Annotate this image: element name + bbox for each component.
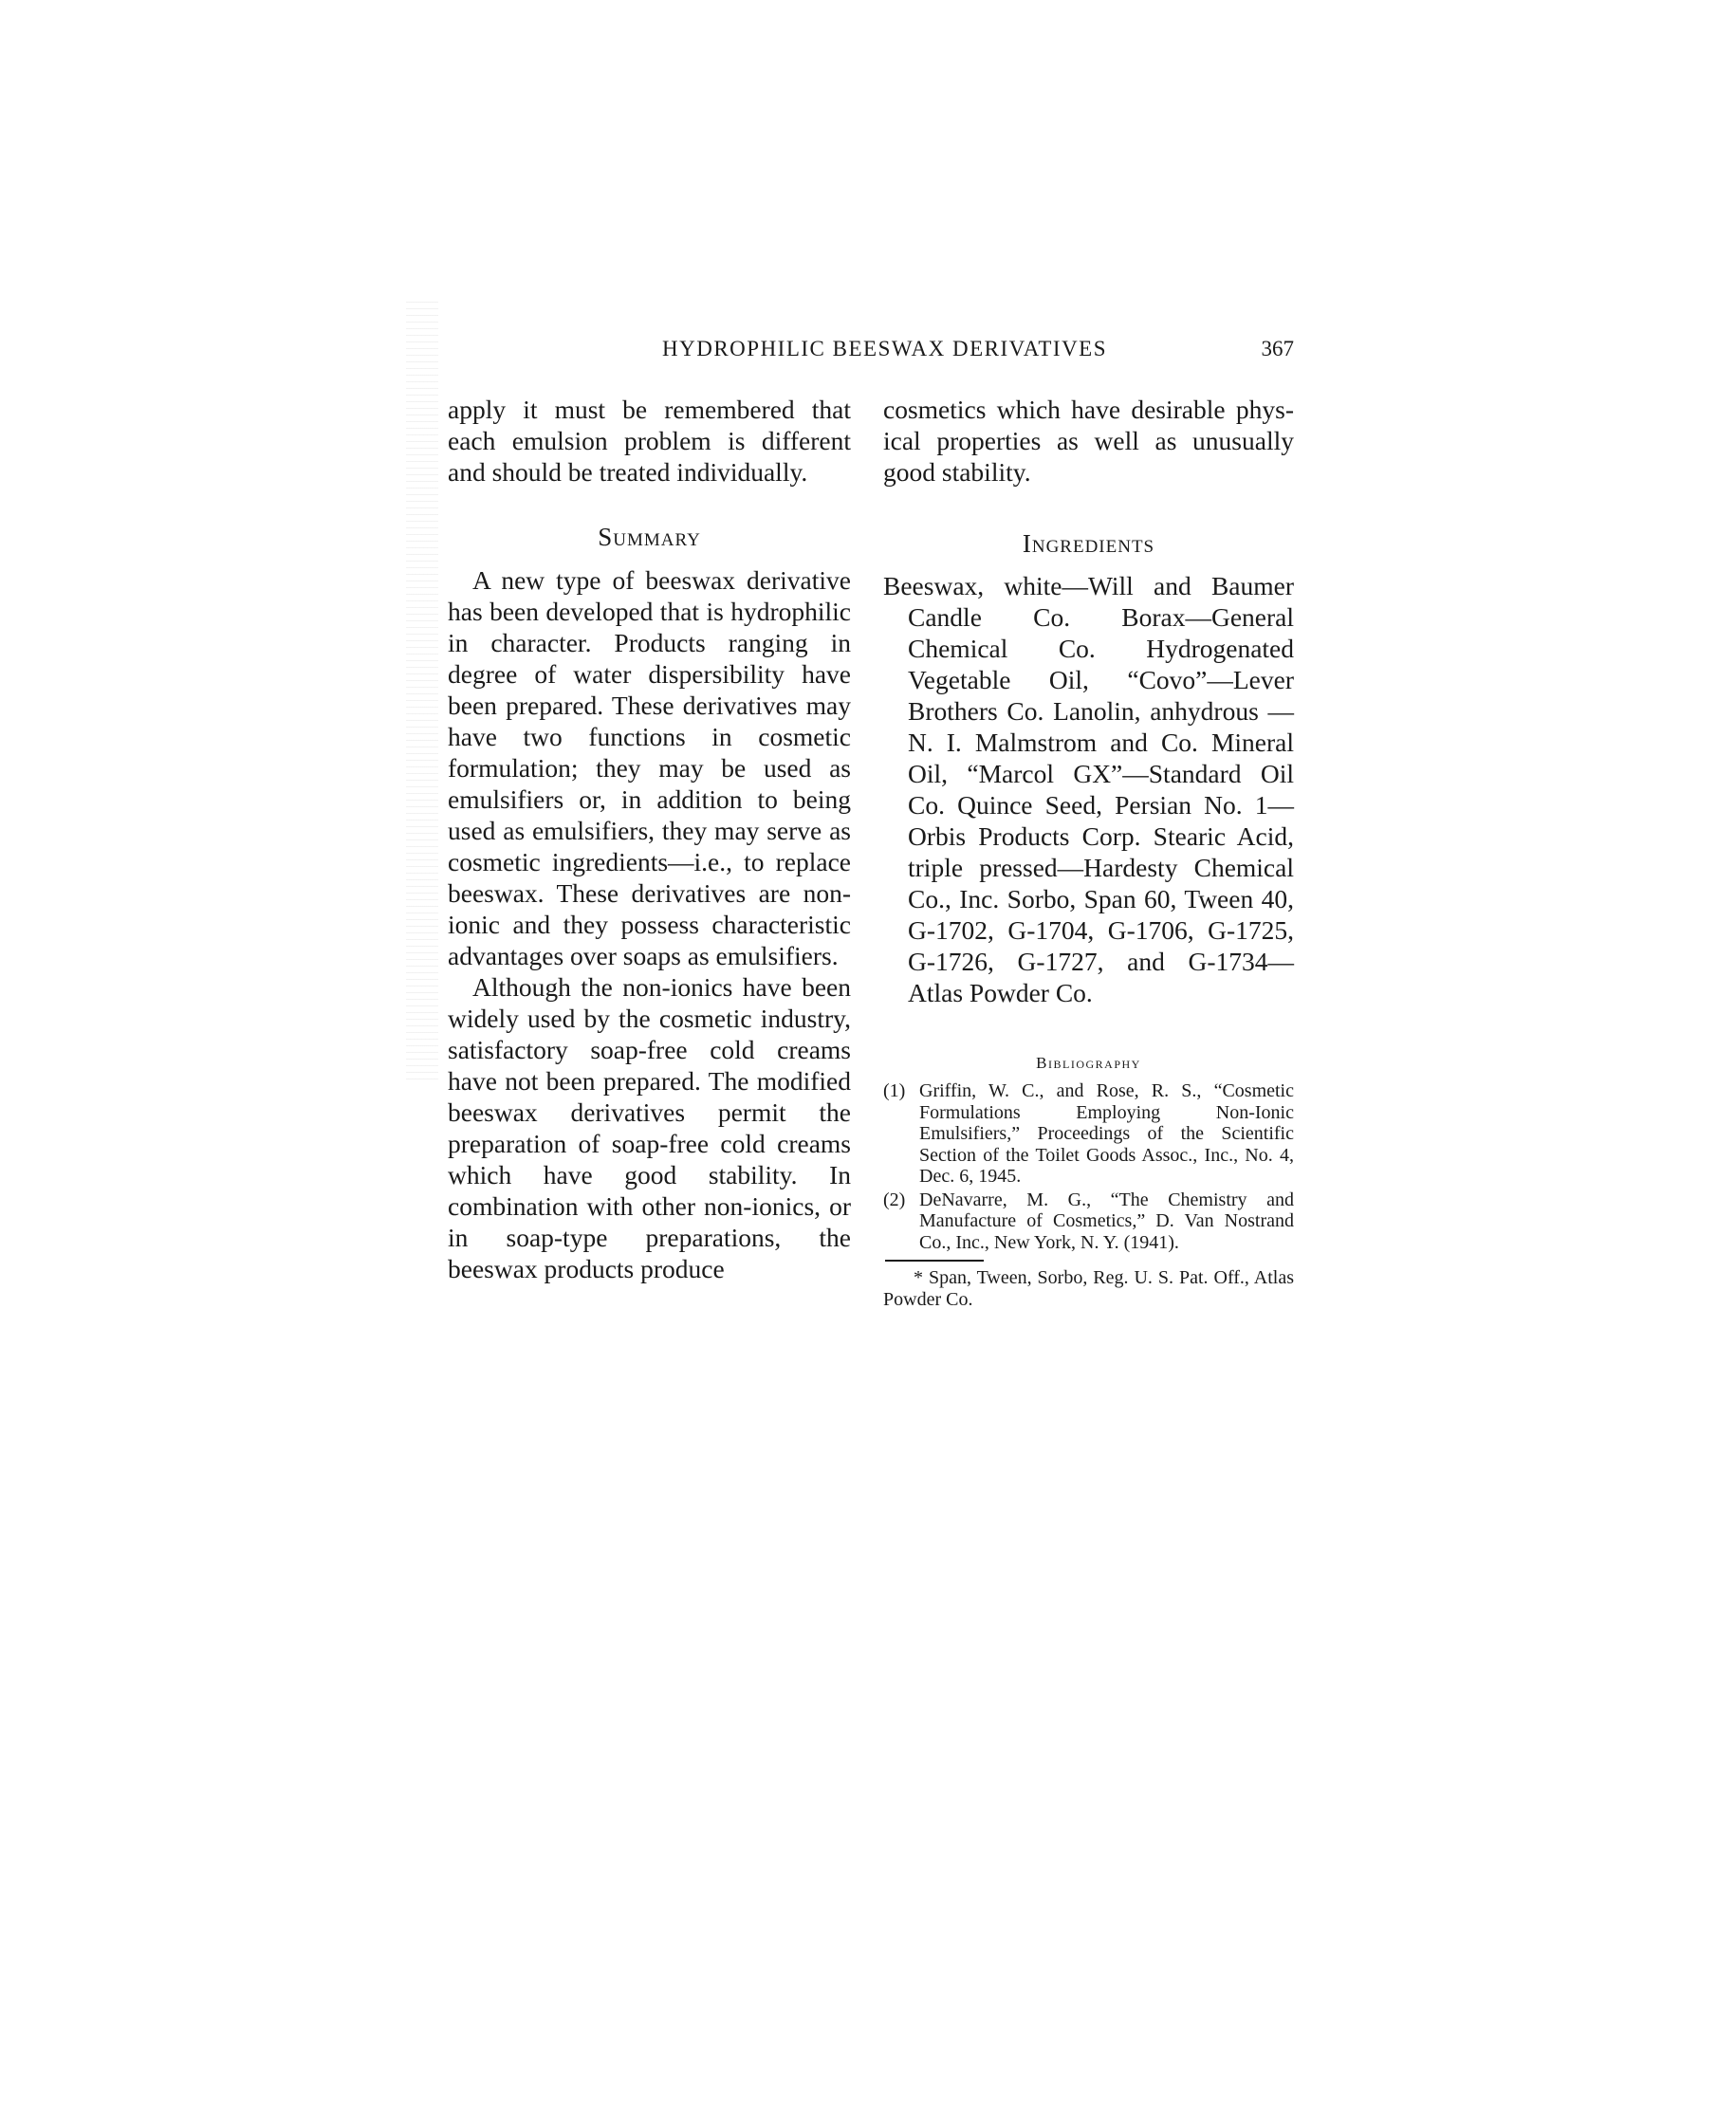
intro-paragraph: apply it must be remembered that each emulsion problem is different and should be treated individually. bbox=[448, 395, 851, 487]
right-column bbox=[883, 394, 1294, 1310]
page-header bbox=[448, 337, 1294, 371]
ingredients-paragraph: Beeswax, white—Will and Baumer Candle Co. Borax—General Chemical Co. Hydrogenated Vegetable Oil, “Covo”—Lever Brothers Co. Lanolin, anhydrous —N. I. Malmstrom and Co. Mineral Oil, “Marcol GX”—Standard Oil Co. Quince Seed, Persian No. 1—Orbis Products Corp. Stearic Acid, triple pressed—Hardesty Chemical Co., Inc. Sorbo, Span 60, Tween 40, G-1702, G-1704, G-1706, G-1725, G-1726, G-1727, and G-1734—Atlas Powder Co. bbox=[883, 571, 1294, 1007]
footnote: * Span, Tween, Sorbo, Reg. U. S. Pat. Off., Atlas Powder Co. bbox=[883, 1267, 1294, 1310]
summary-paragraph-2: Although the non-ionics have been widely used by the cosmetic industry, satisfactory soap-free cold creams have not been prepared. The modified beeswax derivatives permit the preparation of soap-free cold creams which have good stability. In combination with other non-ionics, or in soap-type preparations, the beeswax products produce bbox=[448, 972, 851, 1283]
summary-paragraph-1: A new type of beeswax derivative has been developed that is hydrophilic in character. Products ranging in degree of water dispersibility have been prepared. These derivatives may have two functions in cosmetic formulation; they may be used as emulsifiers or, in addition to being used as emulsifiers, they may serve as cosmetic ingredients—i.e., to replace beeswax. These derivatives are non-ionic and they possess characteristic advantages over soaps as emulsifiers. bbox=[448, 565, 851, 970]
footnote-rule bbox=[885, 1260, 984, 1262]
bibliography-number: (1) bbox=[883, 1080, 906, 1101]
bibliography-text: Griffin, W. C., and Rose, R. S., “Cosmetic Formulations Employing Non-Ionic Emulsifiers,” Proceedings of the Scientific Section of the Toilet Goods Assoc., Inc., No. 4, Dec. 6, 1945. bbox=[919, 1080, 1294, 1187]
left-column bbox=[448, 394, 851, 1284]
bibliography-heading: Bibliography bbox=[1036, 1054, 1141, 1072]
continuation-paragraph: cosmetics which have desirable physical properties as well as unusually good stability. bbox=[883, 395, 1294, 487]
bibliography-list bbox=[883, 1080, 1294, 1253]
page-number: 367 bbox=[1261, 337, 1294, 360]
ingredients-heading: Ingredients bbox=[1022, 529, 1155, 558]
running-title: HYDROPHILIC BEESWAX DERIVATIVES bbox=[662, 337, 1108, 360]
bibliography-item bbox=[883, 1080, 1294, 1188]
scan-noise bbox=[406, 302, 438, 1079]
summary-heading: Summary bbox=[598, 523, 701, 551]
bibliography-text: DeNavarre, M. G., “The Chemistry and Manufacture of Cosmetics,” D. Van Nostrand Co., Inc., New York, N. Y. (1941). bbox=[919, 1189, 1294, 1253]
bibliography-item bbox=[883, 1189, 1294, 1254]
bibliography-number: (2) bbox=[883, 1189, 906, 1210]
